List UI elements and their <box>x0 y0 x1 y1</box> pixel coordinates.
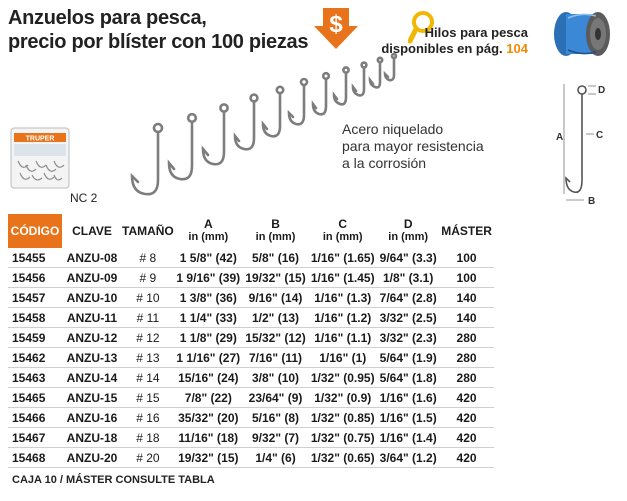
cell-codigo: 15466 <box>8 408 62 428</box>
cell-c: 1/16" (1.3) <box>308 288 377 308</box>
cell-d: 3/64" (1.2) <box>377 448 439 468</box>
description-line-1: Acero niquelado <box>342 121 444 137</box>
cell-codigo: 15455 <box>8 248 62 268</box>
table-row <box>8 288 494 308</box>
header-c-label: C <box>338 217 348 231</box>
hook-icon <box>132 124 162 194</box>
cell-tamano: # 9 <box>122 268 174 288</box>
cell-a: 1 1/16" (27) <box>174 348 243 368</box>
cell-c: 1/32" (0.65) <box>308 448 377 468</box>
table-row <box>8 428 494 448</box>
cell-master: 280 <box>439 348 494 368</box>
cell-master: 280 <box>439 368 494 388</box>
cell-a: 7/8" (22) <box>174 388 243 408</box>
cell-clave: ANZU-11 <box>62 308 122 328</box>
table-row <box>8 348 494 368</box>
cell-a: 15/16" (24) <box>174 368 243 388</box>
cell-tamano: # 12 <box>122 328 174 348</box>
cell-b: 7/16" (11) <box>243 348 308 368</box>
header-d <box>377 214 439 248</box>
cell-c: 1/16" (1.1) <box>308 328 377 348</box>
cell-a: 1 1/8" (29) <box>174 328 243 348</box>
cell-d: 3/32" (2.3) <box>377 328 439 348</box>
description-line-2: para mayor resistencia <box>342 138 484 154</box>
cell-a: 1 1/4" (33) <box>174 308 243 328</box>
cell-tamano: # 8 <box>122 248 174 268</box>
table-header-row <box>8 214 494 248</box>
cell-b: 9/32" (7) <box>243 428 308 448</box>
cell-tamano: # 13 <box>122 348 174 368</box>
hook-icon <box>203 104 228 164</box>
dim-label-b: B <box>588 196 596 207</box>
cell-codigo: 15467 <box>8 428 62 448</box>
hilos-page-number: 104 <box>506 41 528 56</box>
header-master: MÁSTER <box>441 223 492 238</box>
cell-clave: ANZU-12 <box>62 328 122 348</box>
cell-codigo: 15459 <box>8 328 62 348</box>
cell-codigo: 15456 <box>8 268 62 288</box>
title-line-2: precio por blíster con 100 piezas <box>8 31 309 53</box>
hook-icon <box>370 58 382 88</box>
hook-icon <box>385 54 396 80</box>
cell-c: 1/32" (0.9) <box>308 388 377 408</box>
cell-tamano: # 16 <box>122 408 174 428</box>
header-c <box>308 214 377 248</box>
cell-master: 420 <box>439 388 494 408</box>
description-line-3: a la corrosión <box>342 155 427 171</box>
cell-codigo: 15457 <box>8 288 62 308</box>
cell-d: 1/16" (1.5) <box>377 408 439 428</box>
cell-master: 420 <box>439 408 494 428</box>
fishing-hooks-image <box>118 40 398 200</box>
dim-label-c: C <box>596 130 604 141</box>
cell-d: 1/8" (3.1) <box>377 268 439 288</box>
header-a-label: A <box>203 217 213 231</box>
hilos-text <box>381 25 528 57</box>
header-codigo: CÓDIGO <box>8 214 62 248</box>
title-line-1: Anzuelos para pesca, <box>8 7 207 29</box>
dim-label-d: D <box>598 85 606 96</box>
cell-c: 1/16" (1.45) <box>308 268 377 288</box>
header-c-unit: in (mm) <box>322 231 363 243</box>
cell-d: 7/64" (2.8) <box>377 288 439 308</box>
cell-tamano: # 18 <box>122 428 174 448</box>
header-d-label: D <box>403 217 413 231</box>
price-symbol: $ <box>329 11 343 38</box>
cell-d: 1/16" (1.4) <box>377 428 439 448</box>
cell-clave: ANZU-15 <box>62 388 122 408</box>
cell-clave: ANZU-14 <box>62 368 122 388</box>
footer-note: CAJA 10 / MÁSTER CONSULTE TABLA <box>12 474 215 486</box>
cell-clave: ANZU-18 <box>62 428 122 448</box>
product-table <box>8 214 494 468</box>
cell-codigo: 15462 <box>8 348 62 368</box>
header-b-unit: in (mm) <box>255 231 296 243</box>
table-row <box>8 308 494 328</box>
cell-a: 1 3/8" (36) <box>174 288 243 308</box>
cell-b: 23/64" (9) <box>243 388 308 408</box>
cell-clave: ANZU-16 <box>62 408 122 428</box>
cell-b: 3/8" (10) <box>243 368 308 388</box>
cell-tamano: # 20 <box>122 448 174 468</box>
blister-package-image <box>10 127 70 189</box>
hook-icon <box>263 87 283 136</box>
cell-clave: ANZU-09 <box>62 268 122 288</box>
hook-icon <box>289 79 307 124</box>
table-row <box>8 388 494 408</box>
cell-clave: ANZU-10 <box>62 288 122 308</box>
cell-b: 15/32" (12) <box>243 328 308 348</box>
table-row <box>8 268 494 288</box>
table-row <box>8 328 494 348</box>
product-model: NC 2 <box>70 191 98 205</box>
cell-d: 5/64" (1.8) <box>377 368 439 388</box>
table-row <box>8 368 494 388</box>
header-clave: CLAVE <box>72 223 112 238</box>
hilos-callout[interactable] <box>381 10 620 56</box>
cell-c: 1/32" (0.75) <box>308 428 377 448</box>
cell-codigo: 15463 <box>8 368 62 388</box>
cell-codigo: 15468 <box>8 448 62 468</box>
hook-icon <box>235 95 257 150</box>
cell-clave: ANZU-08 <box>62 248 122 268</box>
cell-tamano: # 10 <box>122 288 174 308</box>
cell-tamano: # 15 <box>122 388 174 408</box>
cell-codigo: 15465 <box>8 388 62 408</box>
hilos-line-2: disponibles en pág. <box>381 41 503 56</box>
cell-d: 3/32" (2.5) <box>377 308 439 328</box>
cell-c: 1/32" (0.95) <box>308 368 377 388</box>
dim-label-a: A <box>556 132 564 143</box>
cell-c: 1/16" (1) <box>308 348 377 368</box>
blister-brand: TRUPER <box>25 135 55 143</box>
cell-a: 35/32" (20) <box>174 408 243 428</box>
cell-b: 19/32" (15) <box>243 268 308 288</box>
header-b <box>243 214 308 248</box>
cell-b: 5/16" (8) <box>243 408 308 428</box>
cell-master: 100 <box>439 268 494 288</box>
header-a-unit: in (mm) <box>188 231 229 243</box>
cell-clave: ANZU-13 <box>62 348 122 368</box>
cell-d: 9/64" (3.3) <box>377 248 439 268</box>
cell-master: 140 <box>439 288 494 308</box>
table-row <box>8 448 494 468</box>
hook-dimension-diagram <box>556 82 618 208</box>
cell-c: 1/16" (1.65) <box>308 248 377 268</box>
cell-a: 11/16" (18) <box>174 428 243 448</box>
cell-tamano: # 11 <box>122 308 174 328</box>
table-row <box>8 248 494 268</box>
cell-c: 1/32" (0.85) <box>308 408 377 428</box>
cell-master: 420 <box>439 448 494 468</box>
hook-icon <box>313 73 329 114</box>
cell-codigo: 15458 <box>8 308 62 328</box>
header-tamano: TAMAÑO <box>122 223 174 238</box>
cell-tamano: # 14 <box>122 368 174 388</box>
cell-b: 9/16" (14) <box>243 288 308 308</box>
header-a <box>174 214 243 248</box>
cell-b: 5/8" (16) <box>243 248 308 268</box>
fishing-line-spool-icon <box>548 10 612 58</box>
cell-master: 140 <box>439 308 494 328</box>
cell-a: 19/32" (15) <box>174 448 243 468</box>
cell-d: 5/64" (1.9) <box>377 348 439 368</box>
hilos-line-1: Hilos para pesca <box>424 25 528 40</box>
hook-icon <box>169 114 196 179</box>
product-description <box>342 121 484 172</box>
cell-a: 1 5/8" (42) <box>174 248 243 268</box>
hook-icon <box>353 63 366 96</box>
cell-a: 1 9/16" (39) <box>174 268 243 288</box>
header-b-label: B <box>271 217 280 231</box>
hook-icon <box>334 67 349 104</box>
cell-master: 280 <box>439 328 494 348</box>
cell-c: 1/16" (1.2) <box>308 308 377 328</box>
header-d-unit: in (mm) <box>388 231 429 243</box>
table-row <box>8 408 494 428</box>
cell-master: 100 <box>439 248 494 268</box>
cell-d: 1/16" (1.6) <box>377 388 439 408</box>
cell-clave: ANZU-20 <box>62 448 122 468</box>
cell-master: 420 <box>439 428 494 448</box>
cell-b: 1/4" (6) <box>243 448 308 468</box>
cell-b: 1/2" (13) <box>243 308 308 328</box>
